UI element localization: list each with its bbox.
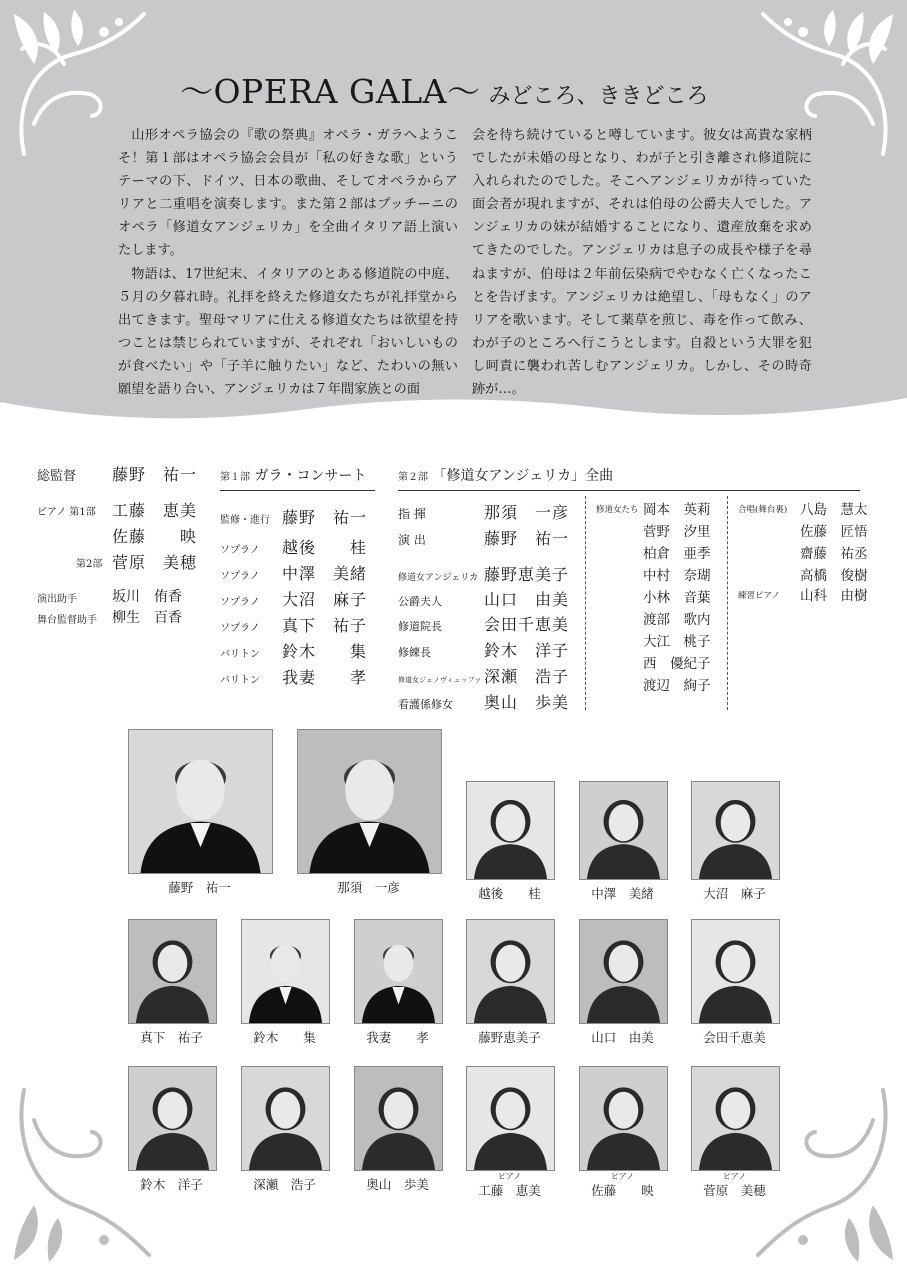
rehearsal-piano-role: 練習ピアノ	[738, 591, 780, 601]
portrait-photo	[128, 1066, 217, 1171]
portrait-photo	[241, 919, 330, 1024]
portrait-photo	[128, 729, 273, 874]
portrait-silhouette	[692, 920, 779, 1023]
cast-role: 看護係修女	[398, 698, 453, 711]
cast-name: 我妻 孝	[282, 668, 368, 687]
chorus-name: 齋藤 祐丞	[800, 546, 868, 562]
cast-role: 修道院長	[398, 620, 442, 633]
stage-manager-assistant-name: 柳生 百香	[112, 610, 182, 626]
portrait-photo	[466, 1066, 555, 1171]
portrait-photo	[466, 919, 555, 1024]
part2-heading	[398, 465, 613, 485]
portrait-caption: 深瀬 浩子	[253, 1177, 316, 1192]
portrait-silhouette	[355, 1067, 442, 1170]
portrait-silhouette	[580, 782, 667, 879]
cast-role: 修道女ジェノヴィェッファ	[398, 676, 482, 684]
cast-name: 会田千恵美	[484, 615, 570, 634]
page-title	[180, 66, 780, 113]
nun-name: 小林 音葉	[643, 590, 711, 606]
portrait-caption: 藤野 祐一	[168, 880, 231, 895]
cast-row	[398, 526, 569, 549]
cast-row	[398, 612, 569, 635]
nuns-role: 修道女たち	[596, 505, 639, 515]
intro-right-column	[472, 124, 812, 401]
director-role: 総監督	[37, 469, 77, 484]
cast-row	[398, 562, 569, 585]
portrait-photo	[241, 1066, 330, 1171]
cast-role: 指 揮	[398, 507, 426, 521]
cast-row	[220, 613, 367, 636]
portrait-silhouette	[242, 1067, 329, 1170]
cast-name: 中澤 美緒	[282, 564, 368, 583]
nun-name: 柏倉 亜季	[643, 546, 711, 562]
chorus-name: 八島 慧太	[800, 502, 868, 518]
portrait-caption: 真下 祐子	[140, 1030, 203, 1045]
part1-title: ガラ・コンサート	[254, 468, 367, 484]
column-divider	[727, 496, 728, 710]
director-name: 藤野 祐一	[112, 465, 198, 484]
nun-name: 西 優紀子	[643, 656, 711, 672]
cast-row	[220, 639, 367, 662]
portrait-caption: 山口 由美	[591, 1030, 654, 1045]
portrait-caption: 大沼 麻子	[703, 886, 766, 901]
cast-row	[220, 665, 367, 688]
cast-name: 真下 祐子	[282, 616, 368, 635]
cast-name: 藤野 祐一	[484, 529, 570, 548]
piano-name: 工藤 恵美	[112, 501, 198, 520]
portrait-silhouette	[298, 730, 441, 873]
portrait-caption: 那須 一彦	[337, 880, 400, 895]
portrait-silhouette	[692, 782, 779, 879]
part2-number: 第２部	[398, 472, 428, 483]
intro-left-column	[118, 124, 458, 401]
portrait-silhouette	[129, 1067, 216, 1170]
portrait-caption: 我妻 孝	[366, 1030, 429, 1045]
portrait-photo	[691, 919, 780, 1024]
portrait-photo	[579, 781, 668, 880]
cast-name: 山口 由美	[484, 590, 570, 609]
cast-name: 深瀬 浩子	[484, 667, 570, 686]
cast-role: バリトン	[220, 675, 260, 686]
portrait-caption: 会田千恵美	[703, 1030, 766, 1045]
cast-name: 大沼 麻子	[282, 590, 368, 609]
portrait-caption: 佐藤 映	[591, 1183, 654, 1198]
title-sub: みどころ、ききどころ	[488, 84, 709, 109]
piano-name: 佐藤 映	[112, 527, 198, 546]
cast-role: ソプラノ	[220, 545, 260, 556]
cast-row	[398, 664, 569, 687]
cast-role: 修道女アンジェリカ	[398, 573, 479, 583]
nun-name: 渡辺 絢子	[643, 678, 711, 694]
cast-role: ソプラノ	[220, 597, 260, 608]
piano2-role: 第2部	[76, 559, 103, 570]
cast-name: 越後 桂	[282, 538, 368, 557]
chorus-name: 高橋 俊樹	[800, 568, 868, 584]
intro-paragraph: 物語は、17世紀末、イタリアのとある修道院の中庭、５月の夕暮れ時。礼拝を終えた修道女たちが礼拝堂から出てきます。聖母マリアに仕える修道女たちは欲望を持つことは禁じられていますが、それぞれ「おいしいものが食べたい」や「子羊に触りたい」など、たわいの無い願望を語り合い、アンジェリカは７年間家族との面	[118, 266, 458, 398]
portrait-silhouette	[129, 730, 272, 873]
part1-heading	[220, 465, 366, 485]
cast-name: 藤野恵美子	[484, 565, 570, 584]
cast-role: 修練長	[398, 646, 431, 659]
portrait-silhouette	[467, 920, 554, 1023]
cast-role: ソプラノ	[220, 571, 260, 582]
nun-name: 大江 桃子	[643, 634, 711, 650]
assistant-director-role: 演出助手	[37, 594, 77, 605]
cast-name: 鈴木 洋子	[484, 641, 570, 660]
portrait-photo	[691, 1066, 780, 1171]
nun-name: 岡本 英莉	[643, 502, 711, 518]
cast-role: 公爵夫人	[398, 595, 442, 608]
portrait-photo	[466, 781, 555, 880]
portrait-silhouette	[355, 920, 442, 1023]
chorus-role: 合唱(舞台裏)	[738, 505, 788, 515]
portrait-caption-ruby: ピアノ	[722, 1172, 747, 1181]
cast-role: ソプラノ	[220, 623, 260, 634]
part1-number: 第１部	[220, 472, 250, 483]
portrait-photo	[297, 729, 442, 874]
portrait-caption: 鈴木 洋子	[140, 1177, 203, 1192]
portrait-photo	[354, 919, 443, 1024]
cast-row	[220, 505, 367, 528]
portrait-caption: 奥山 歩美	[366, 1177, 429, 1192]
portrait-photo	[691, 781, 780, 880]
intro-paragraph: 会を待ち続けていると噂しています。彼女は高貴な家柄でしたが未婚の母となり、わが子と引き離され修道院に入れられたのでした。そこへアンジェリカが待っていた面会者が現れますが、それは伯母の公爵夫人でした。アンジェリカの妹が結婚することになり、遺産放棄を求めてきたのでした。アンジェリカは息子の成長や様子を尋ねますが、伯母は２年前伝染病でやむなく亡くなったことを告げます。アンジェリカは絶望し、「母もなく」のアリアを歌います。そして薬草を煎じ、毒を作って飲み、わが子のところへ行こうとします。自殺という大罪を犯し呵責に襲われ苦しむアンジェリカ。しかし、その時奇跡が…。	[472, 128, 812, 398]
portrait-caption: 中澤 美緒	[591, 886, 654, 901]
assistant-director-name: 坂川 侑香	[112, 589, 182, 605]
column-divider	[585, 496, 586, 710]
cast-role: 演 出	[398, 533, 426, 547]
portrait-photo	[579, 1066, 668, 1171]
stage-manager-assistant-role: 舞台監督助手	[37, 615, 97, 626]
cast-name: 藤野 祐一	[282, 508, 368, 527]
portrait-silhouette	[692, 1067, 779, 1170]
cast-row	[398, 587, 569, 610]
portrait-caption: 鈴木 集	[253, 1030, 316, 1045]
portrait-silhouette	[580, 920, 667, 1023]
nun-name: 中村 奈瑚	[643, 568, 711, 584]
cast-row	[220, 535, 367, 558]
cast-row	[398, 638, 569, 661]
intro-paragraph: 山形オペラ協会の『歌の祭典』オペラ・ガラへようこそ！第１部はオペラ協会会員が「私の好きな歌」というテーマの下、ドイツ、日本の歌曲、そしてオペラからアリアと二重唱を演奏します。また第２部はプッチーニのオペラ「修道女アンジェリカ」を全曲イタリア語上演いたします。	[118, 128, 458, 259]
part2-title: 「修道女アンジェリカ」全曲	[432, 468, 614, 484]
cast-name: 奥山 歩美	[484, 693, 570, 712]
portrait-photo	[128, 919, 217, 1024]
cast-row	[398, 690, 569, 713]
rehearsal-piano-name: 山科 由樹	[800, 588, 868, 604]
cast-row	[398, 500, 569, 523]
portrait-silhouette	[129, 920, 216, 1023]
piano2-name: 菅原 美穂	[112, 553, 198, 572]
nun-name: 菅野 汐里	[643, 524, 711, 540]
portrait-photo	[579, 919, 668, 1024]
portrait-caption: 藤野恵美子	[478, 1030, 541, 1045]
part1-rule	[220, 490, 375, 491]
cast-row	[220, 561, 367, 584]
cast-role: バリトン	[220, 649, 260, 660]
piano-role: ピアノ 第1部	[37, 507, 96, 518]
portrait-silhouette	[467, 782, 554, 879]
portrait-silhouette	[242, 920, 329, 1023]
portrait-photo	[354, 1066, 443, 1171]
portrait-caption: 菅原 美穂	[703, 1183, 766, 1198]
cast-role: 監修・進行	[220, 515, 270, 526]
portrait-caption-ruby: ピアノ	[497, 1172, 522, 1181]
portrait-caption: 工藤 恵美	[478, 1183, 541, 1198]
title-main: 〜OPERA GALA〜	[180, 72, 481, 111]
nun-name: 渡部 歌内	[643, 612, 711, 628]
portrait-caption: 越後 桂	[478, 886, 541, 901]
part2-rule	[398, 490, 860, 491]
chorus-name: 佐藤 匠悟	[800, 524, 868, 540]
portrait-silhouette	[580, 1067, 667, 1170]
portrait-caption-ruby: ピアノ	[610, 1172, 635, 1181]
cast-name: 鈴木 集	[282, 642, 368, 661]
portrait-silhouette	[467, 1067, 554, 1170]
cast-name: 那須 一彦	[484, 503, 570, 522]
cast-row	[220, 587, 367, 610]
